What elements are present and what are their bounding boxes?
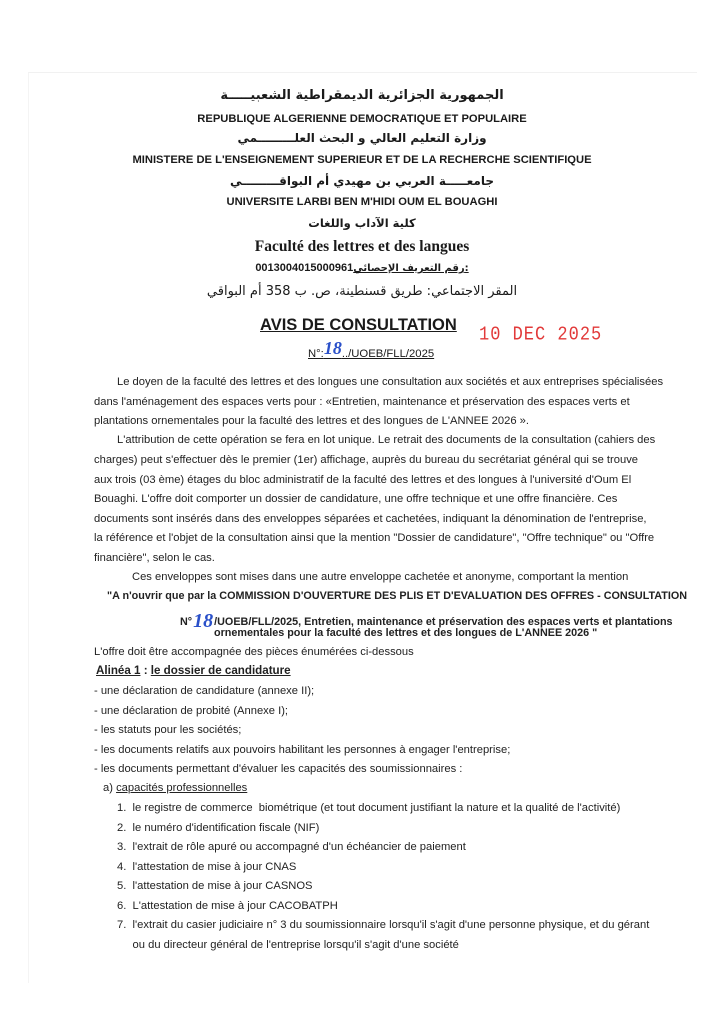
ref-suffix: ../UOEB/FLL/2025 <box>341 348 435 360</box>
faculty-name: Faculté des lettres et des langues <box>254 238 470 255</box>
dash-item: - les documents permettant d'évaluer les capacités des soumissionnaires : <box>94 763 463 775</box>
p2-line: documents sont insérés dans des enveloppes séparées et cachetées, indiquant la dénomination de l'entreprise, <box>94 513 647 525</box>
p4-line: L'offre doit être accompagnée des pièces énumérées ci-dessous <box>94 646 414 658</box>
p2-line: aux trois (03 ème) étages du bloc administratif de la faculté des lettres et des longues à l'université d'Oum El <box>94 474 632 486</box>
mention-line: ornementales pour la faculté des lettres et des longues de L'ANNEE 2026 " <box>214 627 598 639</box>
arabic-address: المقر الاجتماعي: طريق قسنطينة، ص. ب 358 أم البواقي <box>206 284 518 299</box>
p1-line: dans l'aménagement des espaces verts pour : «Entretien, maintenance et préservation des espaces verts et <box>94 396 630 408</box>
notice-title: AVIS DE CONSULTATION <box>260 316 457 334</box>
p2-line: financière", selon le cas. <box>94 552 215 564</box>
republic-name: REPUBLIQUE ALGERIENNE DEMOCRATIQUE ET POPULAIRE <box>197 113 527 125</box>
notice-reference <box>308 338 435 362</box>
p1-line: Le doyen de la faculté des lettres et des longues une consultation aux sociétés et aux entreprises spécialisées <box>117 376 664 388</box>
numbered-item: 4. l'attestation de mise à jour CNAS <box>117 861 297 873</box>
numbered-item: 1. le registre de commerce biométrique (et tout document justifiant la nature et la qualité de l'activité) <box>117 802 621 814</box>
dash-item: - une déclaration de candidature (annexe II); <box>94 685 315 697</box>
p2-line: L'attribution de cette opération se fera en lot unique. Le retrait des documents de la consultation (cahiers des <box>117 434 656 446</box>
dash-item: - les statuts pour les sociétés; <box>94 724 242 736</box>
p2-line: charges) peut s'effectuer dès le premier (1er) affichage, auprès du bureau du secrétariat général qui se trouve <box>94 454 639 466</box>
ministry-name: MINISTERE DE L'ENSEIGNEMENT SUPERIEUR ET DE LA RECHERCHE SCIENTIFIQUE <box>132 154 592 166</box>
alinea-sep: : <box>140 664 151 677</box>
numbered-item: 6. L'attestation de mise à jour CACOBATPH <box>117 900 338 912</box>
stat-id <box>0 262 724 274</box>
numbered-item: 2. le numéro d'identification fiscale (NIF) <box>117 822 320 834</box>
p3-line: Ces enveloppes sont mises dans une autre enveloppe cachetée et anonyme, comportant la mention <box>132 571 629 583</box>
numbered-item: 3. l'extrait de rôle apuré ou accompagné d'un échéancier de paiement <box>117 841 466 853</box>
handwritten-mention-number: 18 <box>193 610 214 632</box>
sub-heading <box>103 782 247 794</box>
sub-title: capacités professionnelles <box>116 782 248 794</box>
alinea-heading <box>96 664 291 677</box>
numbered-item: 5. l'attestation de mise à jour CASNOS <box>117 880 313 892</box>
stat-id-number: 0013004015000961 <box>255 262 354 274</box>
alinea-label: Alinéa 1 <box>96 664 141 677</box>
numbered-item: 7. l'extrait du casier judiciaire n° 3 du soumissionnaire lorsqu'il s'agit d'une personne physique, et du gérant <box>117 919 650 931</box>
mention-ref: /UOEB/FLL/2025, Entretien, maintenance et préservation des espaces verts et plantations <box>214 616 673 628</box>
arabic-university: جامعـــــة العربي بن مهيدي أم البواقـــــــــي <box>230 174 494 188</box>
handwritten-ref-number: 18 <box>323 338 342 358</box>
dash-item: - une déclaration de probité (Annexe I); <box>94 705 289 717</box>
mention-no: N° <box>180 616 193 628</box>
numbered-item: ou du directeur général de l'entreprise lorsqu'il s'agit d'une société <box>117 939 459 951</box>
arabic-faculty: كلية الآداب واللغات <box>308 216 416 230</box>
university-name: UNIVERSITE LARBI BEN M'HIDI OUM EL BOUAGHI <box>226 196 498 208</box>
alinea-title: le dossier de candidature <box>150 664 291 677</box>
p2-line: la référence et l'objet de la consultation ainsi que la mention "Dossier de candidature", "Offre technique" ou "Offre <box>94 532 655 544</box>
stat-id-label: رقم التعريف الإحصائي: <box>353 263 469 274</box>
mention-line: "A n'ouvrir que par la COMMISSION D'OUVERTURE DES PLIS ET D'EVALUATION DES OFFRES - CONSULTATION <box>107 590 688 602</box>
sub-label: a) <box>103 782 117 794</box>
arabic-republic: الجمهورية الجزائرية الديمقراطية الشعبيـــــة <box>220 88 504 103</box>
p2-line: Bouaghi. L'offre doit comporter un dossier de candidature, une offre technique et une offre financière. Ces <box>94 493 618 505</box>
p1-line: plantations ornementales pour la faculté des lettres et des longues de L'ANNEE 2026 ». <box>94 415 529 427</box>
dash-item: - les documents relatifs aux pouvoirs habilitant les personnes à engager l'entreprise; <box>94 744 511 756</box>
date-stamp: 10 DEC 2025 <box>479 324 603 347</box>
ref-prefix: N°: <box>308 348 324 360</box>
arabic-ministry: وزارة التعليم العالي و البحث العلـــــــــمي <box>237 131 487 145</box>
